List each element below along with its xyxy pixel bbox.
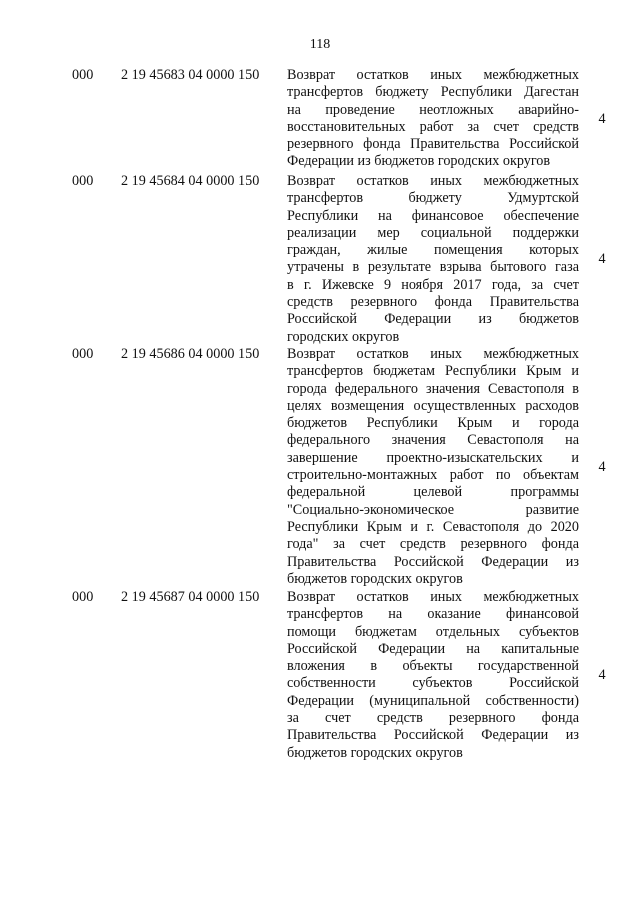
- description-line: Российской Федерации из бюджетов: [287, 311, 579, 328]
- description-line: трансфертов бюджетам Республики Крым и: [287, 363, 579, 380]
- description-line: федеральной целевой программы: [287, 484, 579, 501]
- description-line: бюджетов городских округов: [287, 570, 463, 587]
- row-value: 4: [598, 251, 606, 267]
- description-line: средств резервного фонда Правительства: [287, 294, 579, 311]
- budget-classification-code: 2 19 45686 04 0000 150: [121, 346, 260, 362]
- description-line: трансфертов бюджету Удмуртской: [287, 190, 579, 207]
- row-value: 4: [598, 667, 606, 683]
- description-line: бюджетов городских округов: [287, 744, 463, 761]
- description-line: резервного фонда Правительства Российской: [287, 136, 579, 153]
- description-line: трансфертов на оказание финансовой: [287, 606, 579, 623]
- description-line: помощи бюджетам отдельных субъектов: [287, 623, 579, 640]
- description-line: Возврат остатков иных межбюджетных: [287, 589, 579, 605]
- description-line: за счет средств резервного фонда: [287, 710, 579, 727]
- admin-code: 000: [72, 346, 94, 362]
- description-line: города федерального значения Севастополя в: [287, 380, 579, 397]
- description-line: реализации мер социальной поддержки: [287, 224, 579, 241]
- description-line: Российской Федерации на капитальные: [287, 640, 579, 657]
- description-line: Республики на финансовое обеспечение: [287, 207, 579, 224]
- description-line: граждан, жилые помещения которых: [287, 242, 579, 259]
- description-line: на проведение неотложных аварийно-: [287, 101, 579, 118]
- description-line: Возврат остатков иных межбюджетных: [287, 346, 579, 362]
- description-line: восстановительных работ за счет средств: [287, 118, 579, 135]
- admin-code: 000: [72, 67, 94, 83]
- description-line: завершение проектно-изыскательских и: [287, 449, 579, 466]
- description-line: строительно-монтажных работ по объектам: [287, 467, 579, 484]
- budget-classification-code: 2 19 45687 04 0000 150: [121, 589, 260, 605]
- description-line: Правительства Российской Федерации из: [287, 553, 579, 570]
- description-line: целях возмещения осуществленных расходов: [287, 397, 579, 414]
- revenue-description: [287, 589, 579, 762]
- budget-classification-code: 2 19 45683 04 0000 150: [121, 67, 260, 83]
- row-value: 4: [598, 459, 606, 475]
- description-line: Республики Крым и г. Севастополя до 2020: [287, 518, 579, 535]
- description-line: года" за счет средств резервного фонда: [287, 536, 579, 553]
- description-line: утрачены в результате взрыва бытового газа: [287, 259, 579, 276]
- description-line: вложения в объекты государственной: [287, 658, 579, 675]
- description-line: "Социально-экономическое развитие: [287, 501, 579, 518]
- description-line: Правительства Российской Федерации из: [287, 727, 579, 744]
- admin-code: 000: [72, 173, 94, 189]
- row-value: 4: [598, 111, 606, 127]
- description-line: собственности субъектов Российской: [287, 675, 579, 692]
- description-line: федерального значения Севастополя на: [287, 432, 579, 449]
- description-line: Федерации (муниципальной собственности): [287, 692, 579, 709]
- admin-code: 000: [72, 589, 94, 605]
- budget-classification-code: 2 19 45684 04 0000 150: [121, 173, 260, 189]
- description-line: трансфертов бюджету Республики Дагестан: [287, 84, 579, 101]
- description-line: городских округов: [287, 328, 400, 345]
- description-line: в г. Ижевске 9 ноября 2017 года, за счет: [287, 276, 579, 293]
- description-line: Возврат остатков иных межбюджетных: [287, 67, 579, 83]
- description-line: бюджетов Республики Крым и города: [287, 415, 579, 432]
- revenue-description: [287, 346, 579, 588]
- description-line: Федерации из бюджетов городских округов: [287, 153, 551, 170]
- revenue-description: [287, 67, 579, 171]
- revenue-description: [287, 173, 579, 346]
- description-line: Возврат остатков иных межбюджетных: [287, 173, 579, 189]
- page-number: 118: [309, 37, 331, 52]
